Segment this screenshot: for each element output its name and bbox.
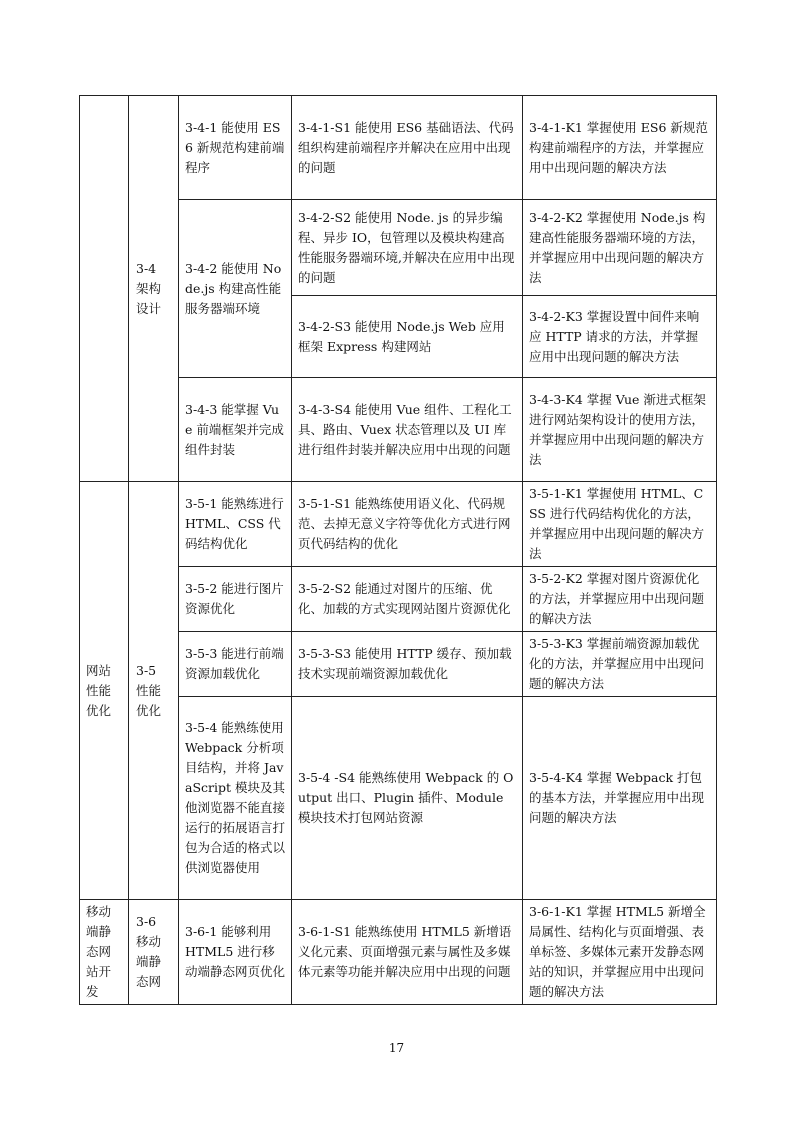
task-cell-optimization: 网站性能优化	[80, 482, 129, 900]
task-cell-mobile: 移动端静态网站开发	[80, 900, 129, 1005]
group-cell-3-4: 3-4 架构设计	[129, 96, 179, 482]
group-cell-3-5: 3-5 性能优化	[129, 482, 179, 900]
k-cell: 3-5-3-K3 掌握前端资源加载优化的方法，并掌握应用中出现问题的解决方法	[523, 632, 717, 697]
s-cell: 3-5-4 -S4 能熟练使用 Webpack 的 Output 出口、Plugin 插件、Module 模块技术打包网站资源	[292, 697, 523, 900]
k-cell: 3-5-1-K1 掌握使用 HTML、CSS 进行代码结构优化的方法，并掌握应用中出现问题的解决方法	[523, 482, 717, 567]
skill-cell: 3-5-3 能进行前端资源加载优化	[179, 632, 292, 697]
skill-cell: 3-5-4 能熟练使用 Webpack 分析项目结构，并将 JavaScript 模块及其他浏览器不能直接运行的拓展语言打包为合适的格式以供浏览器使用	[179, 697, 292, 900]
page-number: 17	[388, 1041, 405, 1055]
s-cell: 3-5-2-S2 能通过对图片的压缩、优化、加载的方式实现网站图片资源优化	[292, 567, 523, 632]
skill-cell: 3-4-1 能使用 ES6 新规范构建前端程序	[179, 96, 292, 200]
s-cell: 3-4-2-S2 能使用 Node. js 的异步编程、异步 IO，包管理以及模块构建高性能服务器端环境,并解决在应用中出现的问题	[292, 200, 523, 296]
s-cell: 3-4-2-S3 能使用 Node.js Web 应用框架 Express 构建网站	[292, 296, 523, 378]
skill-cell: 3-6-1 能够利用 HTML5 进行移动端静态网页优化	[179, 900, 292, 1005]
k-cell: 3-5-2-K2 掌握对图片资源优化的方法，并掌握应用中出现问题的解决方法	[523, 567, 717, 632]
table-row	[80, 96, 717, 200]
skill-cell: 3-5-1 能熟练进行 HTML、CSS 代码结构优化	[179, 482, 292, 567]
s-cell: 3-5-3-S3 能使用 HTTP 缓存、预加载技术实现前端资源加载优化	[292, 632, 523, 697]
k-cell: 3-4-1-K1 掌握使用 ES6 新规范构建前端程序的方法，并掌握应用中出现问题的解决方法	[523, 96, 717, 200]
k-cell: 3-4-2-K3 掌握设置中间件来响应 HTTP 请求的方法，并掌握应用中出现问题的解决方法	[523, 296, 717, 378]
skill-cell: 3-5-2 能进行图片资源优化	[179, 567, 292, 632]
s-cell: 3-6-1-S1 能熟练使用 HTML5 新增语义化元素、页面增强元素与属性及多媒体元素等功能并解决应用中出现的问题	[292, 900, 523, 1005]
k-cell: 3-4-2-K2 掌握使用 Node.js 构建高性能服务器端环境的方法，并掌握应用中出现问题的解决方法	[523, 200, 717, 296]
k-cell: 3-4-3-K4 掌握 Vue 渐进式框架进行网站架构设计的使用方法，并掌握应用中出现问题的解决方法	[523, 378, 717, 482]
s-cell: 3-5-1-S1 能熟练使用语义化、代码规范、去掉无意义字符等优化方式进行网页代码结构的优化	[292, 482, 523, 567]
table-row	[80, 900, 717, 1005]
group-cell-3-6: 3-6 移动端静态网	[129, 900, 179, 1005]
table-row	[80, 482, 717, 567]
skill-cell: 3-4-2 能使用 Node.js 构建高性能服务器端环境	[179, 200, 292, 378]
s-cell: 3-4-3-S4 能使用 Vue 组件、工程化工具、路由、Vuex 状态管理以及 UI 库进行组件封装并解决应用中出现的问题	[292, 378, 523, 482]
k-cell: 3-5-4-K4 掌握 Webpack 打包的基本方法，并掌握应用中出现问题的解决方法	[523, 697, 717, 900]
skill-cell: 3-4-3 能掌握 Vue 前端框架并完成组件封装	[179, 378, 292, 482]
task-cell-blank	[80, 96, 129, 482]
skills-table	[79, 95, 717, 1005]
s-cell: 3-4-1-S1 能使用 ES6 基础语法、代码组织构建前端程序并解决在应用中出现的问题	[292, 96, 523, 200]
k-cell: 3-6-1-K1 掌握 HTML5 新增全局属性、结构化与页面增强、表单标签、多媒体元素开发静态网站的知识，并掌握应用中出现问题的解决方法	[523, 900, 717, 1005]
